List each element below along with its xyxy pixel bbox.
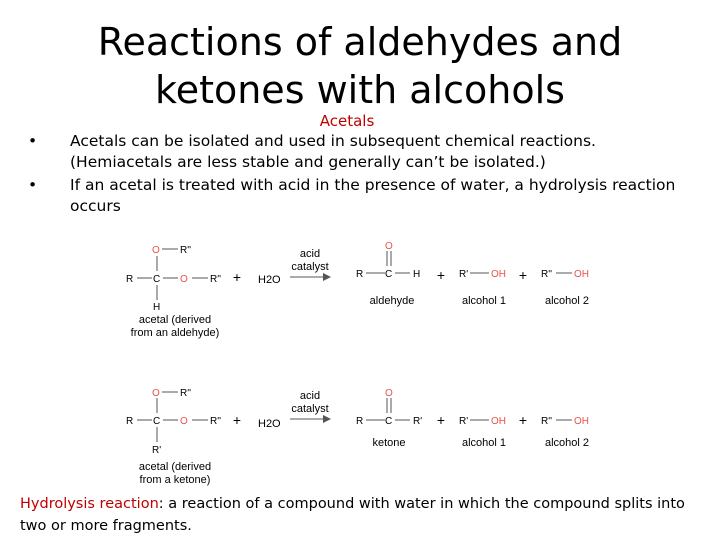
definition-text: : a reaction of a compound with water in which the compound splits into two or more fragments. xyxy=(20,496,685,534)
ketone-r: R xyxy=(356,416,364,427)
alcohol2-oh: OH xyxy=(574,269,589,280)
definition-footer xyxy=(20,493,710,537)
acetal-carbon: C xyxy=(153,416,161,427)
acetal-oxygen-top: O xyxy=(152,245,160,256)
acetal-r: R xyxy=(126,274,134,285)
acetal-r: R xyxy=(126,416,134,427)
acetal-oxygen-right: O xyxy=(180,416,188,427)
acetal-r2-top: R'' xyxy=(180,245,192,256)
acetal-label-1a: acetal (derived xyxy=(138,314,212,326)
reaction-1 xyxy=(126,241,589,339)
aldehyde-label: aldehyde xyxy=(369,295,415,307)
ketone-r-prime: R' xyxy=(413,416,423,427)
plus-sign: + xyxy=(518,267,528,283)
slide-subtitle: Acetals xyxy=(319,112,375,130)
plus-sign: + xyxy=(436,267,446,283)
catalyst-label-1b: catalyst xyxy=(291,261,329,273)
plus-sign: + xyxy=(232,412,242,428)
acetal-label-2b: from a ketone) xyxy=(139,474,211,486)
aldehyde-carbon: C xyxy=(385,269,393,280)
acetal-structure-1 xyxy=(137,249,208,300)
acetal-r2-right: R'' xyxy=(210,416,222,427)
alcohol2-r: R'' xyxy=(541,416,553,427)
acetal-r2-right: R'' xyxy=(210,274,222,285)
acetal-oxygen-right: O xyxy=(180,274,188,285)
alcohol2-r: R'' xyxy=(541,269,553,280)
acetal-oxygen-top: O xyxy=(152,388,160,399)
catalyst-label-1a: acid xyxy=(299,248,321,260)
alcohol1-label: alcohol 1 xyxy=(461,437,507,449)
aldehyde-r: R xyxy=(356,269,364,280)
acetal-hydrogen: H xyxy=(153,302,161,313)
alcohol1-label: alcohol 1 xyxy=(461,295,507,307)
catalyst-label-2a: acid xyxy=(299,390,321,402)
catalyst-label-2b: catalyst xyxy=(291,403,329,415)
ketone-carbon: C xyxy=(385,416,393,427)
title-line-2: ketones with alcohols xyxy=(155,68,565,112)
bullet-text: If an acetal is treated with acid in the presence of water, a hydrolysis reaction occurs xyxy=(70,176,676,215)
alcohol1-oh: OH xyxy=(491,416,506,427)
plus-sign: + xyxy=(232,269,242,285)
water-1: H2O xyxy=(258,274,281,286)
reaction-2 xyxy=(126,388,589,486)
alcohol2-label: alcohol 2 xyxy=(544,437,590,449)
acetal-carbon: C xyxy=(153,274,161,285)
water-2: H2O xyxy=(258,418,281,430)
definition-term: Hydrolysis reaction xyxy=(20,496,159,512)
aldehyde-oxygen: O xyxy=(385,241,393,252)
alcohol2-oh: OH xyxy=(574,416,589,427)
alcohol1-r: R' xyxy=(459,269,469,280)
bullet-dot: • xyxy=(28,176,38,194)
bullet-dot: • xyxy=(28,132,38,150)
alcohol2-label: alcohol 2 xyxy=(544,295,590,307)
plus-sign: + xyxy=(436,412,446,428)
aldehyde-hydrogen: H xyxy=(413,269,421,280)
alcohol1-oh: OH xyxy=(491,269,506,280)
acetal-label-1b: from an aldehyde) xyxy=(130,327,220,339)
bullet-text: Acetals can be isolated and used in subsequent chemical reactions. (Hemiacetals are less stable and generally can’t be isolated.) xyxy=(70,132,596,171)
alcohol1-r: R' xyxy=(459,416,469,427)
acetal-label-2a: acetal (derived xyxy=(138,461,212,473)
acetal-r2-top: R'' xyxy=(180,388,192,399)
acetal-r-bottom: R' xyxy=(152,445,162,456)
ketone-oxygen: O xyxy=(385,388,393,399)
plus-sign: + xyxy=(518,412,528,428)
ketone-label: ketone xyxy=(372,437,406,449)
acetal-structure-2 xyxy=(137,392,208,442)
title-line-1: Reactions of aldehydes and xyxy=(97,20,623,64)
